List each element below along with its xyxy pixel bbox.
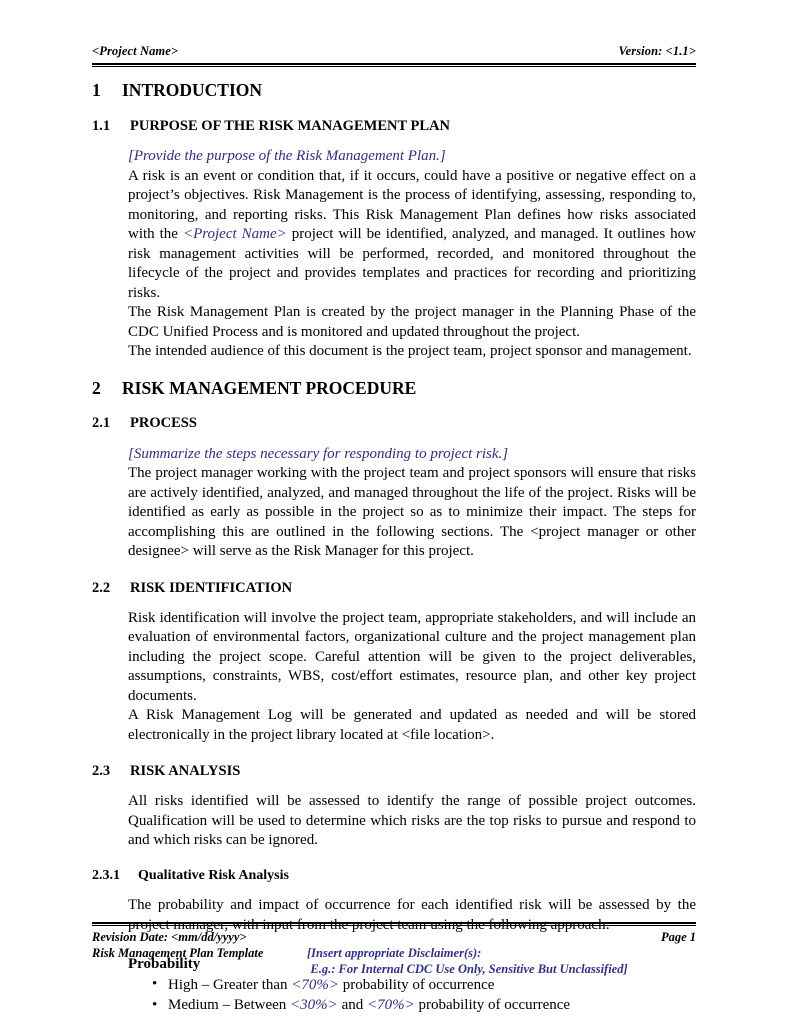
heading-2-number: 2 bbox=[92, 377, 101, 398]
heading-2-2-number: 2.2 bbox=[92, 579, 111, 596]
subheading-probability: Probability bbox=[128, 956, 201, 973]
heading-2-1-process bbox=[92, 414, 696, 432]
header-divider-rule bbox=[92, 63, 696, 67]
heading-2-2-title: RISK IDENTIFICATION bbox=[130, 579, 293, 596]
paragraph-qualitative-approach: The probability and impact of occurrence for each identified risk will be assessed by the project manager, with input from the project team using the following approach: bbox=[128, 897, 696, 933]
inline-placeholder-percent-high: <70%> bbox=[366, 997, 415, 1014]
paragraph-risk-analysis: All risks identified will be assessed to identify the range of possible project outcomes. Qualification will be used to determine which risks are the top risks to pursue and respond to and which risks can be ignored. bbox=[128, 793, 696, 849]
paragraph-risk-identification-1: Risk identification will involve the project team, appropriate stakeholders, and will include an evaluation of environmental factors, organizational culture and the project management plan including the project scope. Careful attention will be given to the project deliverables, assumptions, constraints, WBS, cost/effort estimates, resource plan, and other key project documents. bbox=[128, 609, 696, 704]
footer-top-row bbox=[92, 930, 696, 945]
heading-1-number: 1 bbox=[92, 80, 101, 100]
bullet-text-a: Medium – Between bbox=[168, 997, 291, 1014]
paragraph-intended-audience: The intended audience of this document is the project team, project sponsor and management. bbox=[128, 343, 692, 359]
heading-1-1-title: PURPOSE OF THE RISK MANAGEMENT PLAN bbox=[130, 117, 450, 134]
heading-1-introduction bbox=[92, 80, 696, 102]
bullet-text-b: and bbox=[337, 997, 367, 1014]
instruction-text: [Provide the purpose of the Risk Management Plan.] bbox=[128, 148, 446, 164]
document-footer bbox=[92, 930, 696, 980]
heading-2-title: RISK MANAGEMENT PROCEDURE bbox=[122, 377, 417, 398]
footer-bottom-row bbox=[92, 946, 696, 980]
list-item bbox=[152, 995, 696, 1016]
paragraph-process-detail: The project manager working with the project team and project sponsors will ensure that risks are actively identified, analyzed, and managed throughout the life of the project. Risks will be identified as early as possible in the project so as to minimize their impact. The steps for accomplishing this are outlined in the following sections. The <project manager or other designee> will serve as the Risk Manager for this project. bbox=[128, 465, 696, 559]
footer-template-name: Risk Management Plan Template bbox=[92, 946, 264, 960]
heading-2-3-title: RISK ANALYSIS bbox=[130, 763, 241, 780]
inline-placeholder-percent-low: <30%> bbox=[290, 997, 338, 1014]
instruction-text: [Summarize the steps necessary for responding to project risk.] bbox=[128, 445, 509, 462]
heading-1-1-number: 1.1 bbox=[92, 117, 111, 134]
footer-divider-rule bbox=[92, 922, 696, 926]
heading-1-title: INTRODUCTION bbox=[122, 80, 263, 100]
header-project-name: <Project Name> bbox=[92, 44, 179, 58]
footer-revision-date: Revision Date: <mm/dd/yyyy> bbox=[92, 930, 247, 944]
footer-page-number: Page 1 bbox=[660, 930, 696, 944]
paragraph-plan-creation: The Risk Management Plan is created by the project manager in the Planning Phase of the CDC Unified Process and is monitored and updated throughout the project. bbox=[128, 304, 696, 340]
heading-2-1-title: PROCESS bbox=[130, 415, 197, 432]
heading-2-risk-management-procedure bbox=[92, 378, 696, 400]
instruction-purpose bbox=[92, 147, 696, 167]
paragraph-text-part-b: project will be identified, analyzed, and managed. It outlines how risk management activities will be performed, recorded, and monitored throughout the lifecycle of the project and provides templates and practices for recording and prioritizing risks. bbox=[128, 226, 696, 301]
document-header bbox=[92, 44, 696, 59]
paragraph-risk-identification-2: A Risk Management Log will be generated and updated as needed and will be stored electronically in the project library located at <file location>. bbox=[128, 707, 696, 743]
heading-2-3-1-qualitative-risk-analysis bbox=[92, 867, 696, 885]
heading-2-1-number: 2.1 bbox=[92, 415, 111, 432]
bullet-text-b: probability of occurrence bbox=[339, 976, 495, 993]
inline-placeholder-percent: <70%> bbox=[291, 976, 340, 993]
heading-2-3-number: 2.3 bbox=[92, 763, 111, 780]
bullet-dot-icon: • bbox=[152, 996, 158, 1013]
inline-placeholder-project-name: <Project Name> bbox=[182, 226, 287, 242]
paragraph-text-part-a: A risk is an event or condition that, if it occurs, could have a positive or negative effect on a project’s objectives. Risk Management is the process of identifying, assessing, responding to, monitoring, and reporting risks. This Risk Management Plan defines how risks associated with the bbox=[128, 167, 696, 242]
probability-bullet-list bbox=[92, 975, 696, 1016]
heading-2-3-risk-analysis bbox=[92, 762, 696, 780]
bullet-dot-icon: • bbox=[152, 976, 158, 993]
footer-disclaimer-line-2: E.g.: For Internal CDC Use Only, Sensitive But Unclassified] bbox=[310, 962, 628, 976]
heading-1-1-purpose bbox=[92, 117, 696, 135]
heading-2-3-1-number: 2.3.1 bbox=[92, 867, 120, 883]
header-version: Version: <1.1> bbox=[618, 44, 696, 58]
bullet-text-a: High – Greater than bbox=[168, 976, 292, 993]
paragraph-risk-definition bbox=[92, 167, 696, 304]
bullet-text-c: probability of occurrence bbox=[414, 997, 571, 1014]
instruction-process bbox=[92, 445, 696, 465]
footer-disclaimer-line-1: [Insert appropriate Disclaimer(s): bbox=[307, 946, 482, 960]
heading-2-3-1-title: Qualitative Risk Analysis bbox=[138, 867, 289, 883]
heading-2-2-risk-identification bbox=[92, 579, 696, 597]
document-body bbox=[92, 76, 696, 1016]
